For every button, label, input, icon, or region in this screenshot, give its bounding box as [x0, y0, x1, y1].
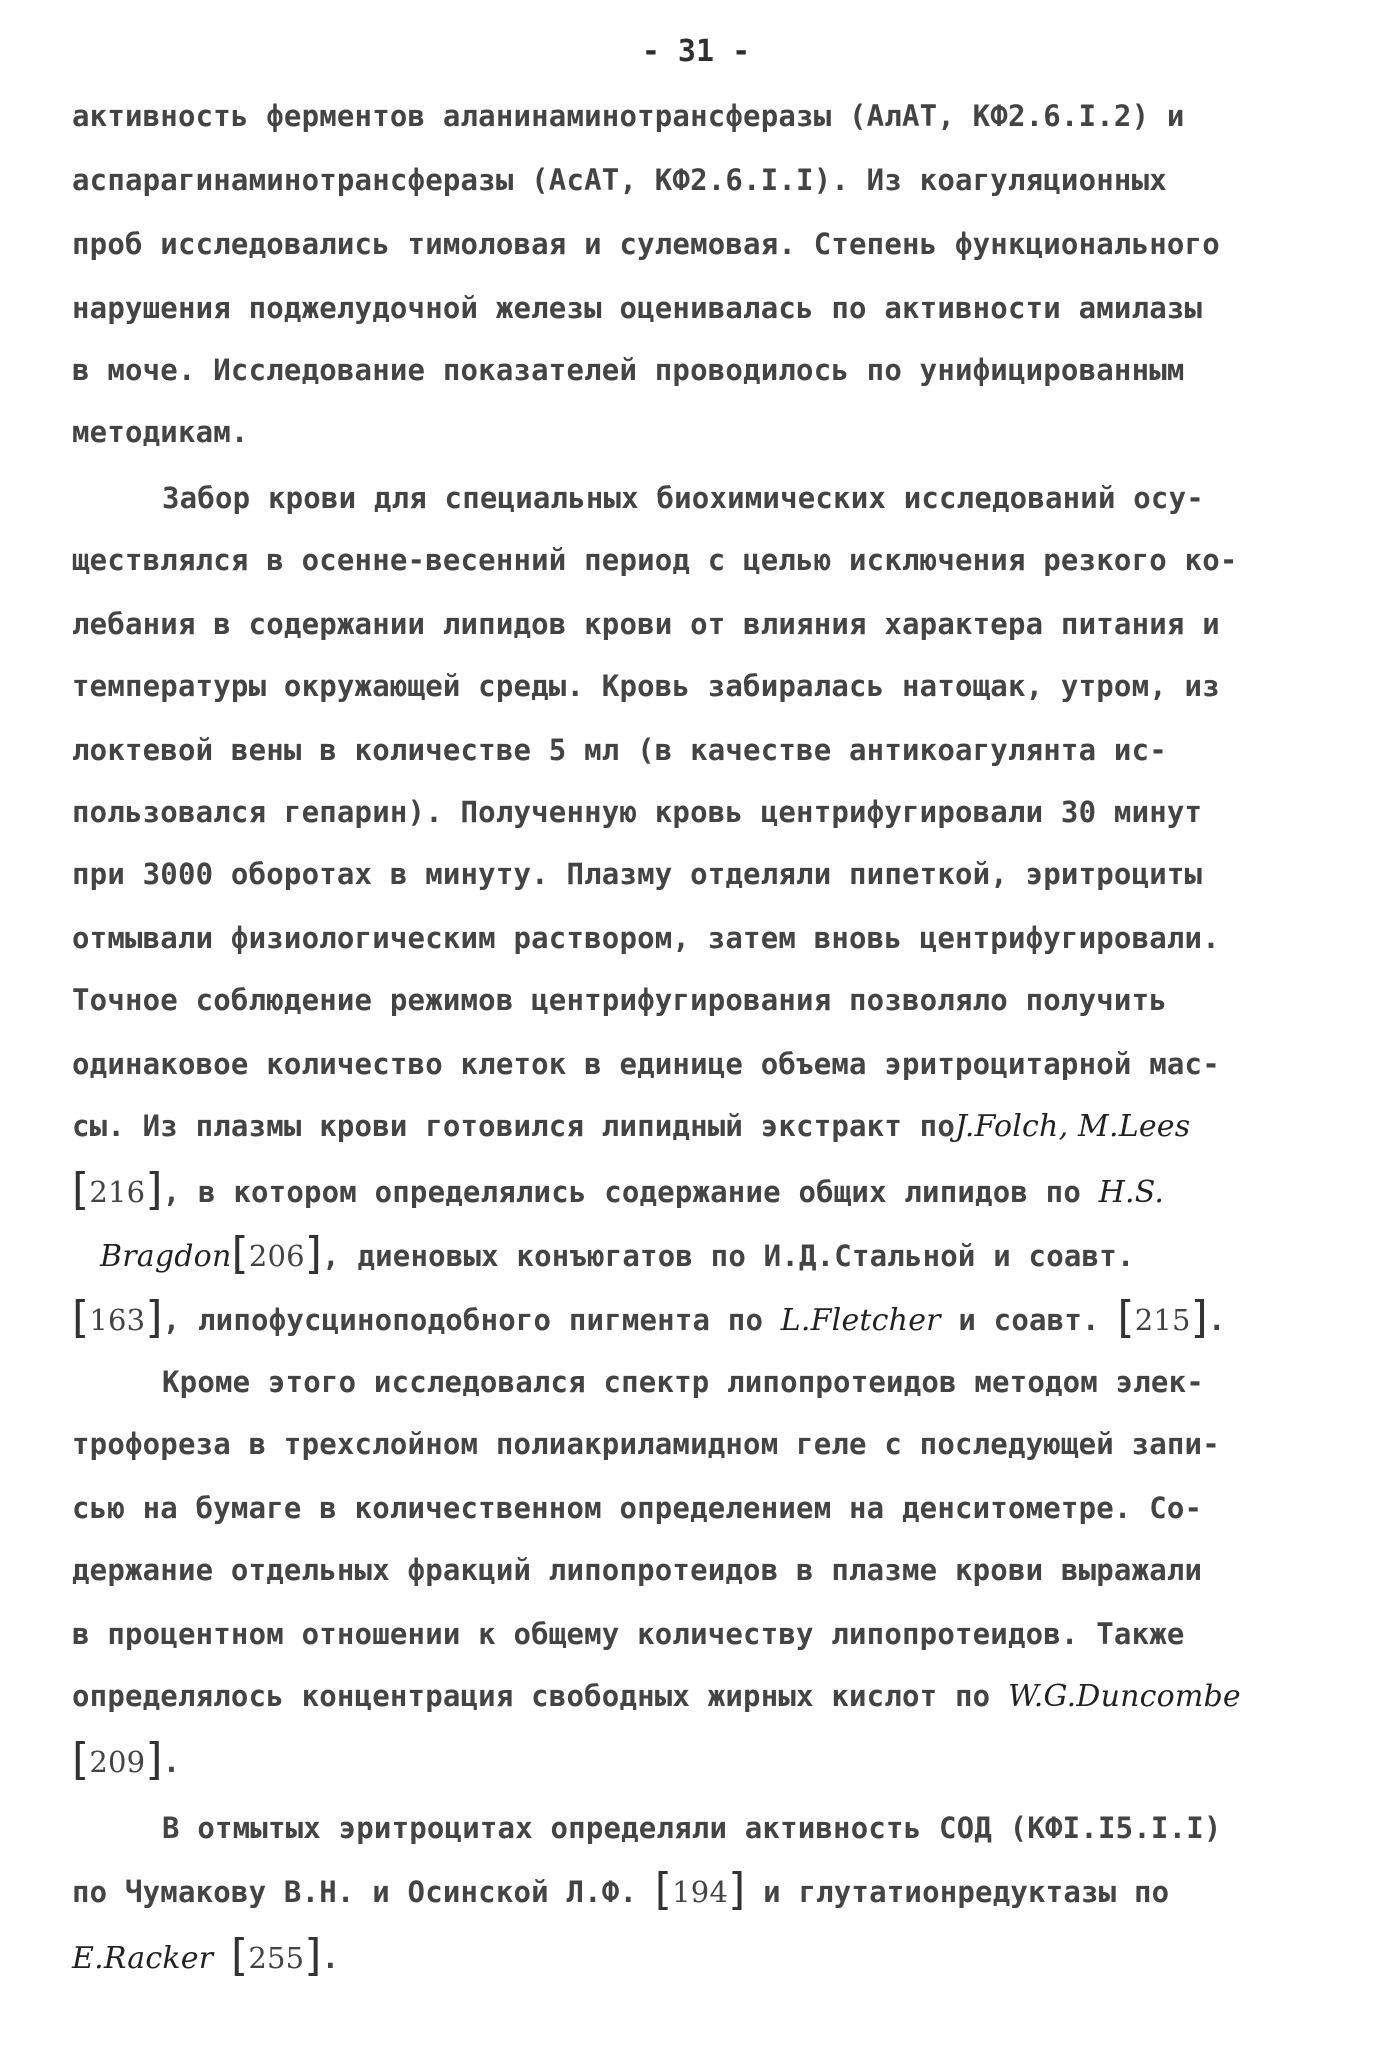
printed-text: пользовался гепарин). Полученную кровь центрифугировали 30 минут — [72, 795, 1203, 829]
printed-text: В отмытых эритроцитах определяли активность СОД (КФI.I5.I.I) — [162, 1811, 1222, 1845]
printed-text: . — [321, 1941, 340, 1975]
bracket: [ — [231, 1228, 249, 1279]
page-number: - 31 - — [641, 34, 751, 69]
text-line — [72, 96, 1185, 136]
text-line — [72, 1930, 340, 1981]
reference-number: 215 — [1134, 1303, 1191, 1337]
handwritten-text: E.Racker — [72, 1941, 214, 1976]
text-line — [72, 1106, 1190, 1146]
text-line — [72, 224, 1220, 264]
text-line — [72, 412, 249, 452]
printed-text: . — [1208, 1303, 1226, 1337]
printed-text: . — [162, 1745, 181, 1779]
text-line — [72, 1424, 1220, 1464]
text-line — [162, 1362, 1204, 1402]
text-line — [72, 288, 1202, 328]
reference-number: 194 — [672, 1875, 729, 1909]
printed-text: ществлялся в осенне-весенний период с целью исключения резкого ко- — [72, 543, 1238, 577]
text-line — [100, 1228, 1135, 1279]
printed-text — [213, 1941, 231, 1975]
printed-text: Кроме этого исследовался спектр липопротеидов методом элек- — [162, 1365, 1204, 1399]
text-line — [72, 730, 1167, 770]
text-line — [72, 540, 1238, 580]
bracket: ] — [304, 1228, 323, 1279]
bracket: ] — [145, 1164, 163, 1215]
reference-number: 206 — [248, 1239, 305, 1273]
printed-text: , липофусциноподобного пигмента по — [162, 1303, 781, 1337]
printed-text: проб исследовались тимоловая и сулемовая. Степень функционального — [72, 227, 1220, 261]
printed-text: температуры окружающей среды. Кровь забиралась натощак, утром, из — [72, 669, 1220, 703]
reference-number: 163 — [89, 1303, 146, 1337]
handwritten-text: J.Folch, M.Lees — [954, 1109, 1191, 1144]
printed-text: и глутатионредуктазы по — [745, 1875, 1170, 1909]
bracket: [ — [72, 1734, 90, 1785]
printed-text: при 3000 оборотах в минуту. Плазму отделяли пипеткой, эритроциты — [72, 857, 1203, 891]
text-line — [72, 980, 1167, 1020]
printed-text: лебания в содержании липидов крови от влияния характера питания и — [72, 607, 1220, 641]
text-line — [72, 160, 1167, 200]
text-line — [72, 1044, 1220, 1084]
text-line — [72, 666, 1220, 706]
text-line — [72, 1734, 181, 1785]
printed-text: , в котором определялись содержание общих липидов по — [162, 1175, 1099, 1209]
printed-text: сы. Из плазмы крови готовился липидный экстракт по — [72, 1109, 955, 1143]
printed-text: методикам. — [72, 415, 249, 449]
text-line — [72, 1164, 1165, 1215]
text-line — [162, 1808, 1222, 1848]
bracket: ] — [145, 1734, 163, 1785]
text-line — [72, 350, 1185, 390]
text-line — [72, 1864, 1170, 1915]
printed-text: в моче. Исследование показателей проводилось по унифицированным — [72, 353, 1185, 387]
bracket: [ — [1117, 1292, 1135, 1343]
text-line — [72, 792, 1202, 832]
text-line — [72, 1550, 1202, 1590]
printed-text: трофореза в трехслойном полиакриламидном геле с последующей запи- — [72, 1427, 1220, 1461]
text-line — [72, 1676, 1241, 1716]
text-line — [72, 918, 1220, 958]
reference-number: 216 — [89, 1175, 146, 1209]
handwritten-text: W.G.Duncombe — [1007, 1679, 1241, 1714]
text-line — [72, 1614, 1185, 1654]
printed-text: локтевой вены в количестве 5 мл (в качестве антикоагулянта ис- — [72, 733, 1167, 767]
printed-text: держание отдельных фракций липопротеидов в плазме крови выражали — [72, 1553, 1203, 1587]
bracket: [ — [230, 1930, 249, 1981]
bracket: ] — [728, 1864, 746, 1915]
printed-text: и соавт. — [940, 1303, 1118, 1337]
bracket: ] — [1190, 1292, 1209, 1343]
printed-text: отмывали физиологическим раствором, затем вновь центрифугировали. — [72, 921, 1220, 955]
printed-text: , диеновых конъюгатов по И.Д.Стальной и соавт. — [322, 1239, 1135, 1273]
printed-text: сью на бумаге в количественном определением на денситометре. Со- — [72, 1491, 1203, 1525]
printed-text: определялось концентрация свободных жирных кислот по — [72, 1679, 1008, 1713]
handwritten-text: Bragdon — [100, 1239, 232, 1274]
text-line — [72, 854, 1202, 894]
printed-text: в процентном отношении к общему количеству липопротеидов. Также — [72, 1617, 1185, 1651]
printed-text: Забор крови для специальных биохимических исследований осу- — [162, 481, 1204, 515]
reference-number: 209 — [89, 1745, 146, 1779]
printed-text: нарушения поджелудочной железы оценивалась по активности амилазы — [72, 291, 1203, 325]
printed-text: по Чумакову В.Н. и Осинской Л.Ф. — [72, 1875, 655, 1909]
bracket: [ — [72, 1292, 90, 1343]
reference-number: 255 — [248, 1941, 305, 1975]
handwritten-text: H.S. — [1098, 1175, 1165, 1210]
handwritten-text: L.Fletcher — [780, 1303, 941, 1338]
bracket: [ — [72, 1164, 90, 1215]
printed-text: активность ферментов аланинаминотрансферазы (АлАТ, КФ2.6.I.2) и — [72, 99, 1185, 133]
bracket: ] — [145, 1292, 163, 1343]
text-line — [72, 1292, 1226, 1343]
text-line — [72, 1488, 1202, 1528]
printed-text: Точное соблюдение режимов центрифугирования позволяло получить — [72, 983, 1167, 1017]
bracket: [ — [654, 1864, 673, 1915]
bracket: ] — [304, 1930, 322, 1981]
text-line — [162, 478, 1204, 518]
text-line — [72, 604, 1220, 644]
printed-text: аспарагинаминотрансферазы (АсАТ, КФ2.6.I.I). Из коагуляционных — [72, 163, 1167, 197]
printed-text: одинаковое количество клеток в единице объема эритроцитарной мас- — [72, 1047, 1220, 1081]
